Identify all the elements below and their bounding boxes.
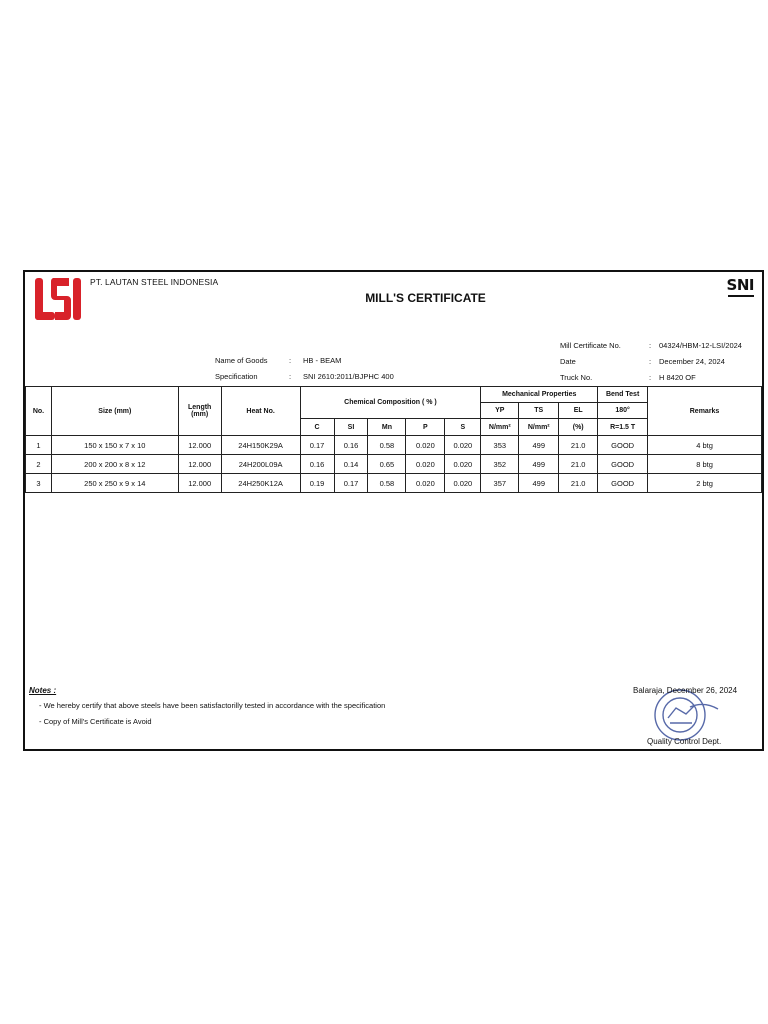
truck-value: H 8420 OF <box>659 373 696 382</box>
cell-remarks: 4 btg <box>648 436 762 455</box>
company-name: PT. LAUTAN STEEL INDONESIA <box>90 277 219 287</box>
place-date: Balaraja, December 26, 2024 <box>633 686 738 695</box>
cell-bend: GOOD <box>598 474 648 493</box>
col-header-si: SI <box>334 419 368 436</box>
cell-c: 0.16 <box>300 455 334 474</box>
notes-title: Notes : <box>29 686 57 695</box>
colon: : <box>649 357 652 366</box>
col-unit-el: (%) <box>559 419 598 436</box>
col-header-heat: Heat No. <box>221 387 300 436</box>
cell-ts: 499 <box>519 455 559 474</box>
cell-size: 200 x 200 x 8 x 12 <box>51 455 178 474</box>
cell-mn: 0.65 <box>368 455 406 474</box>
cert-no-label: Mill Certificate No. <box>560 341 621 350</box>
cell-s: 0.020 <box>445 436 481 455</box>
cell-no: 2 <box>26 455 52 474</box>
cell-c: 0.17 <box>300 436 334 455</box>
cell-heat: 24H200L09A <box>221 455 300 474</box>
col-header-el: EL <box>559 403 598 419</box>
col-header-yp: YP <box>481 403 519 419</box>
col-header-no: No. <box>26 387 52 436</box>
cell-remarks: 2 btg <box>648 474 762 493</box>
cell-no: 3 <box>26 474 52 493</box>
cell-el: 21.0 <box>559 474 598 493</box>
col-header-mech: Mechanical Properties <box>481 387 598 403</box>
cell-heat: 24H150K29A <box>221 436 300 455</box>
cell-size: 250 x 250 x 9 x 14 <box>51 474 178 493</box>
cell-length: 12.000 <box>178 474 221 493</box>
cell-p: 0.020 <box>406 436 445 455</box>
cell-yp: 353 <box>481 436 519 455</box>
spec-value: SNI 2610:2011/BJPHC 400 <box>303 372 394 381</box>
table-row <box>26 455 762 474</box>
cell-mn: 0.58 <box>368 436 406 455</box>
col-header-bend-r: R=1.5 T <box>598 419 648 436</box>
cell-c: 0.19 <box>300 474 334 493</box>
mill-certificate <box>23 270 764 751</box>
note-item: - We hereby certify that above steels have been satisfactorilly tested in accordance with the specification <box>39 701 386 710</box>
cell-bend: GOOD <box>598 436 648 455</box>
cell-yp: 357 <box>481 474 519 493</box>
cell-si: 0.14 <box>334 455 368 474</box>
cell-si: 0.16 <box>334 436 368 455</box>
colon: : <box>289 356 292 365</box>
col-header-remarks: Remarks <box>648 387 762 436</box>
col-header-c: C <box>300 419 334 436</box>
truck-label: Truck No. <box>560 373 593 382</box>
colon: : <box>289 372 292 381</box>
col-header-s: S <box>445 419 481 436</box>
col-header-bend: Bend Test <box>598 387 648 403</box>
cell-bend: GOOD <box>598 455 648 474</box>
col-header-length <box>178 387 221 436</box>
col-unit-yp: N/mm² <box>481 419 519 436</box>
cell-p: 0.020 <box>406 474 445 493</box>
cell-s: 0.020 <box>445 474 481 493</box>
cell-el: 21.0 <box>559 436 598 455</box>
sni-mark: SNI <box>726 276 754 294</box>
col-header-size: Size (mm) <box>51 387 178 436</box>
cell-si: 0.17 <box>334 474 368 493</box>
cell-heat: 24H250K12A <box>221 474 300 493</box>
header-row <box>26 387 762 403</box>
col-header-mn: Mn <box>368 419 406 436</box>
colon: : <box>649 373 652 382</box>
cell-p: 0.020 <box>406 455 445 474</box>
document-title: MILL'S CERTIFICATE <box>365 291 486 305</box>
cell-length: 12.000 <box>178 455 221 474</box>
spec-label: Specification <box>215 372 258 381</box>
length-label: Length <box>188 404 212 411</box>
table-row <box>26 474 762 493</box>
length-unit: (mm) <box>191 411 209 418</box>
cell-mn: 0.58 <box>368 474 406 493</box>
cell-ts: 499 <box>519 474 559 493</box>
col-header-p: P <box>406 419 445 436</box>
col-header-bend-angle: 180° <box>598 403 648 419</box>
cell-ts: 499 <box>519 436 559 455</box>
cell-remarks: 8 btg <box>648 455 762 474</box>
note-item: - Copy of Mill's Certificate is Avoid <box>39 717 152 726</box>
cell-el: 21.0 <box>559 455 598 474</box>
sni-underline <box>728 295 754 297</box>
col-header-ts: TS <box>519 403 559 419</box>
col-header-chem: Chemical Composition ( % ) <box>300 387 481 419</box>
cell-length: 12.000 <box>178 436 221 455</box>
colon: : <box>649 341 652 350</box>
date-value: December 24, 2024 <box>659 357 725 366</box>
table-row <box>26 436 762 455</box>
cell-no: 1 <box>26 436 52 455</box>
cell-size: 150 x 150 x 7 x 10 <box>51 436 178 455</box>
cell-yp: 352 <box>481 455 519 474</box>
date-label: Date <box>560 357 576 366</box>
cert-no-value: 04324/HBM-12-LSI/2024 <box>659 341 742 350</box>
goods-label: Name of Goods <box>215 356 268 365</box>
test-results-table <box>25 386 762 493</box>
qc-department: Quality Control Dept. <box>647 737 722 746</box>
goods-value: HB - BEAM <box>303 356 342 365</box>
cell-s: 0.020 <box>445 455 481 474</box>
col-unit-ts: N/mm² <box>519 419 559 436</box>
